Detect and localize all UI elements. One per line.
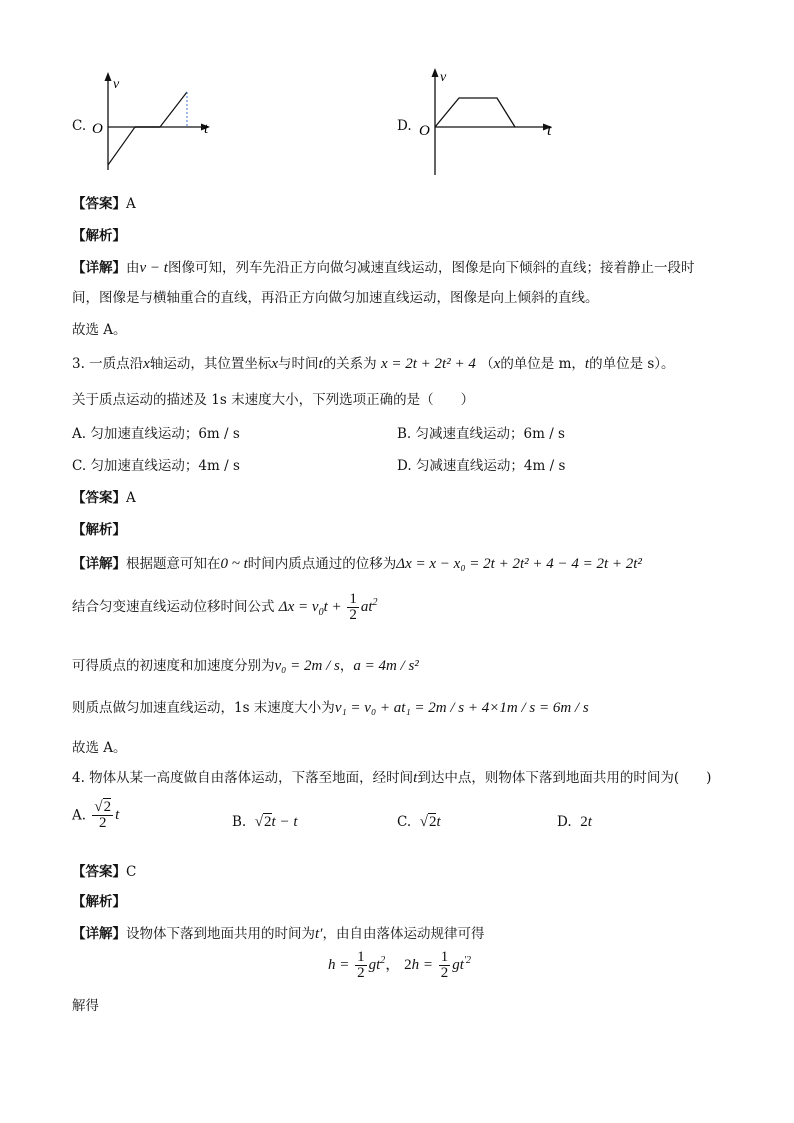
q3-stem2: 关于质点运动的描述及 1s 末速度大小，下列选项正确的是（ ） — [72, 392, 475, 408]
q3-answer: 【答案】A — [72, 490, 136, 506]
graph-c-origin: O — [92, 121, 103, 137]
q2-conclusion: 故选 A。 — [72, 322, 127, 338]
q4-option-d: D. 2t — [557, 814, 592, 830]
graph-c — [85, 70, 220, 175]
q3-displacement-equation: Δx = x − x₀ = 2t + 2t² + 4 − 4 = 2t + 2t² — [396, 556, 642, 572]
graph-c-label: C. — [72, 118, 87, 134]
graph-d — [412, 65, 562, 177]
q3-detail-line1: 【详解】根据题意可知在0 ~ t时间内质点通过的位移为Δx = x − x₀ = 2t + 2t² + 4 − 4 = 2t + 2t² — [72, 556, 642, 572]
q3-equation: x = 2t + 2t² + 4 — [380, 356, 476, 372]
q3-stem: 3. 一质点沿x轴运动，其位置坐标x与时间t的关系为 x = 2t + 2t² + 4 （x的单位是 m，t的单位是 s）。 — [72, 356, 675, 372]
graph-c-t-label: t — [204, 121, 209, 137]
q2-answer: 【答案】A — [72, 196, 136, 212]
q2-detail-line1: 【详解】由v − t图像可知，列车先沿正方向做匀减速直线运动，图像是向下倾斜的直线；接着静止一段时 — [72, 260, 695, 276]
graph-d-t-label: t — [547, 122, 552, 139]
q4-option-a-math: $\frac{√2}{2}$ t — [94, 799, 120, 831]
q3-option-c: C. 匀加速直线运动；4m / s — [72, 458, 240, 474]
q4-free-fall-equations: h = $\frac{1}{2}$ $gt^2$， 2h = $\frac{1}{2}$ $gt^{'2}$ — [328, 949, 472, 981]
q2-detail-line2: 间，图像是与横轴重合的直线，再沿正方向做匀加速直线运动，图像是向上倾斜的直线。 — [72, 290, 599, 306]
q4-stem: 4. 物体从某一高度做自由落体运动，下落至地面，经时间t到达中点，则物体下落到地面共用的时间为( ) — [72, 770, 712, 786]
graph-d-v-label: v — [440, 70, 447, 85]
graph-c-v-label: v — [113, 77, 120, 92]
q3-conclusion: 故选 A。 — [72, 740, 127, 756]
graph-d-label: D. — [397, 118, 412, 134]
q4-solve-label: 解得 — [72, 998, 99, 1014]
q4-option-a: A. $\frac{√2}{2}$ t — [72, 799, 120, 831]
q3-displacement-formula: $\Delta x = v_0t$ + $\frac{1}{2}$ $at^2$ — [278, 591, 378, 623]
q4-detail-line1: 【详解】设物体下落到地面共用的时间为t′，由自由落体运动规律可得 — [72, 926, 485, 942]
q2-analysis-heading: 【解析】 — [72, 228, 126, 244]
q4-option-c: C. √2t — [397, 814, 441, 830]
q3-detail-line4: 则质点做匀加速直线运动，1s 末速度大小为v₁ = v₀ + at₁ = 2m / s + 4×1m / s = 6m / s — [72, 700, 589, 716]
q3-analysis-heading: 【解析】 — [72, 522, 126, 538]
graph-d-origin: O — [419, 123, 430, 139]
q3-option-a: A. 匀加速直线运动；6m / s — [72, 426, 240, 442]
q3-detail-line2: 结合匀变速直线运动位移时间公式 $\Delta x = v_0t$ + $\frac{1}{2}$ $at^2$ — [72, 591, 378, 623]
q3-option-b: B. 匀减速直线运动；6m / s — [397, 426, 565, 442]
q3-detail-line3: 可得质点的初速度和加速度分别为v₀ = 2m / s，a = 4m / s² — [72, 658, 419, 674]
q4-analysis-heading: 【解析】 — [72, 894, 126, 910]
q4-answer: 【答案】C — [72, 864, 137, 880]
q4-option-b: B. √2t − t — [232, 814, 298, 830]
q3-option-d: D. 匀减速直线运动；4m / s — [397, 458, 566, 474]
